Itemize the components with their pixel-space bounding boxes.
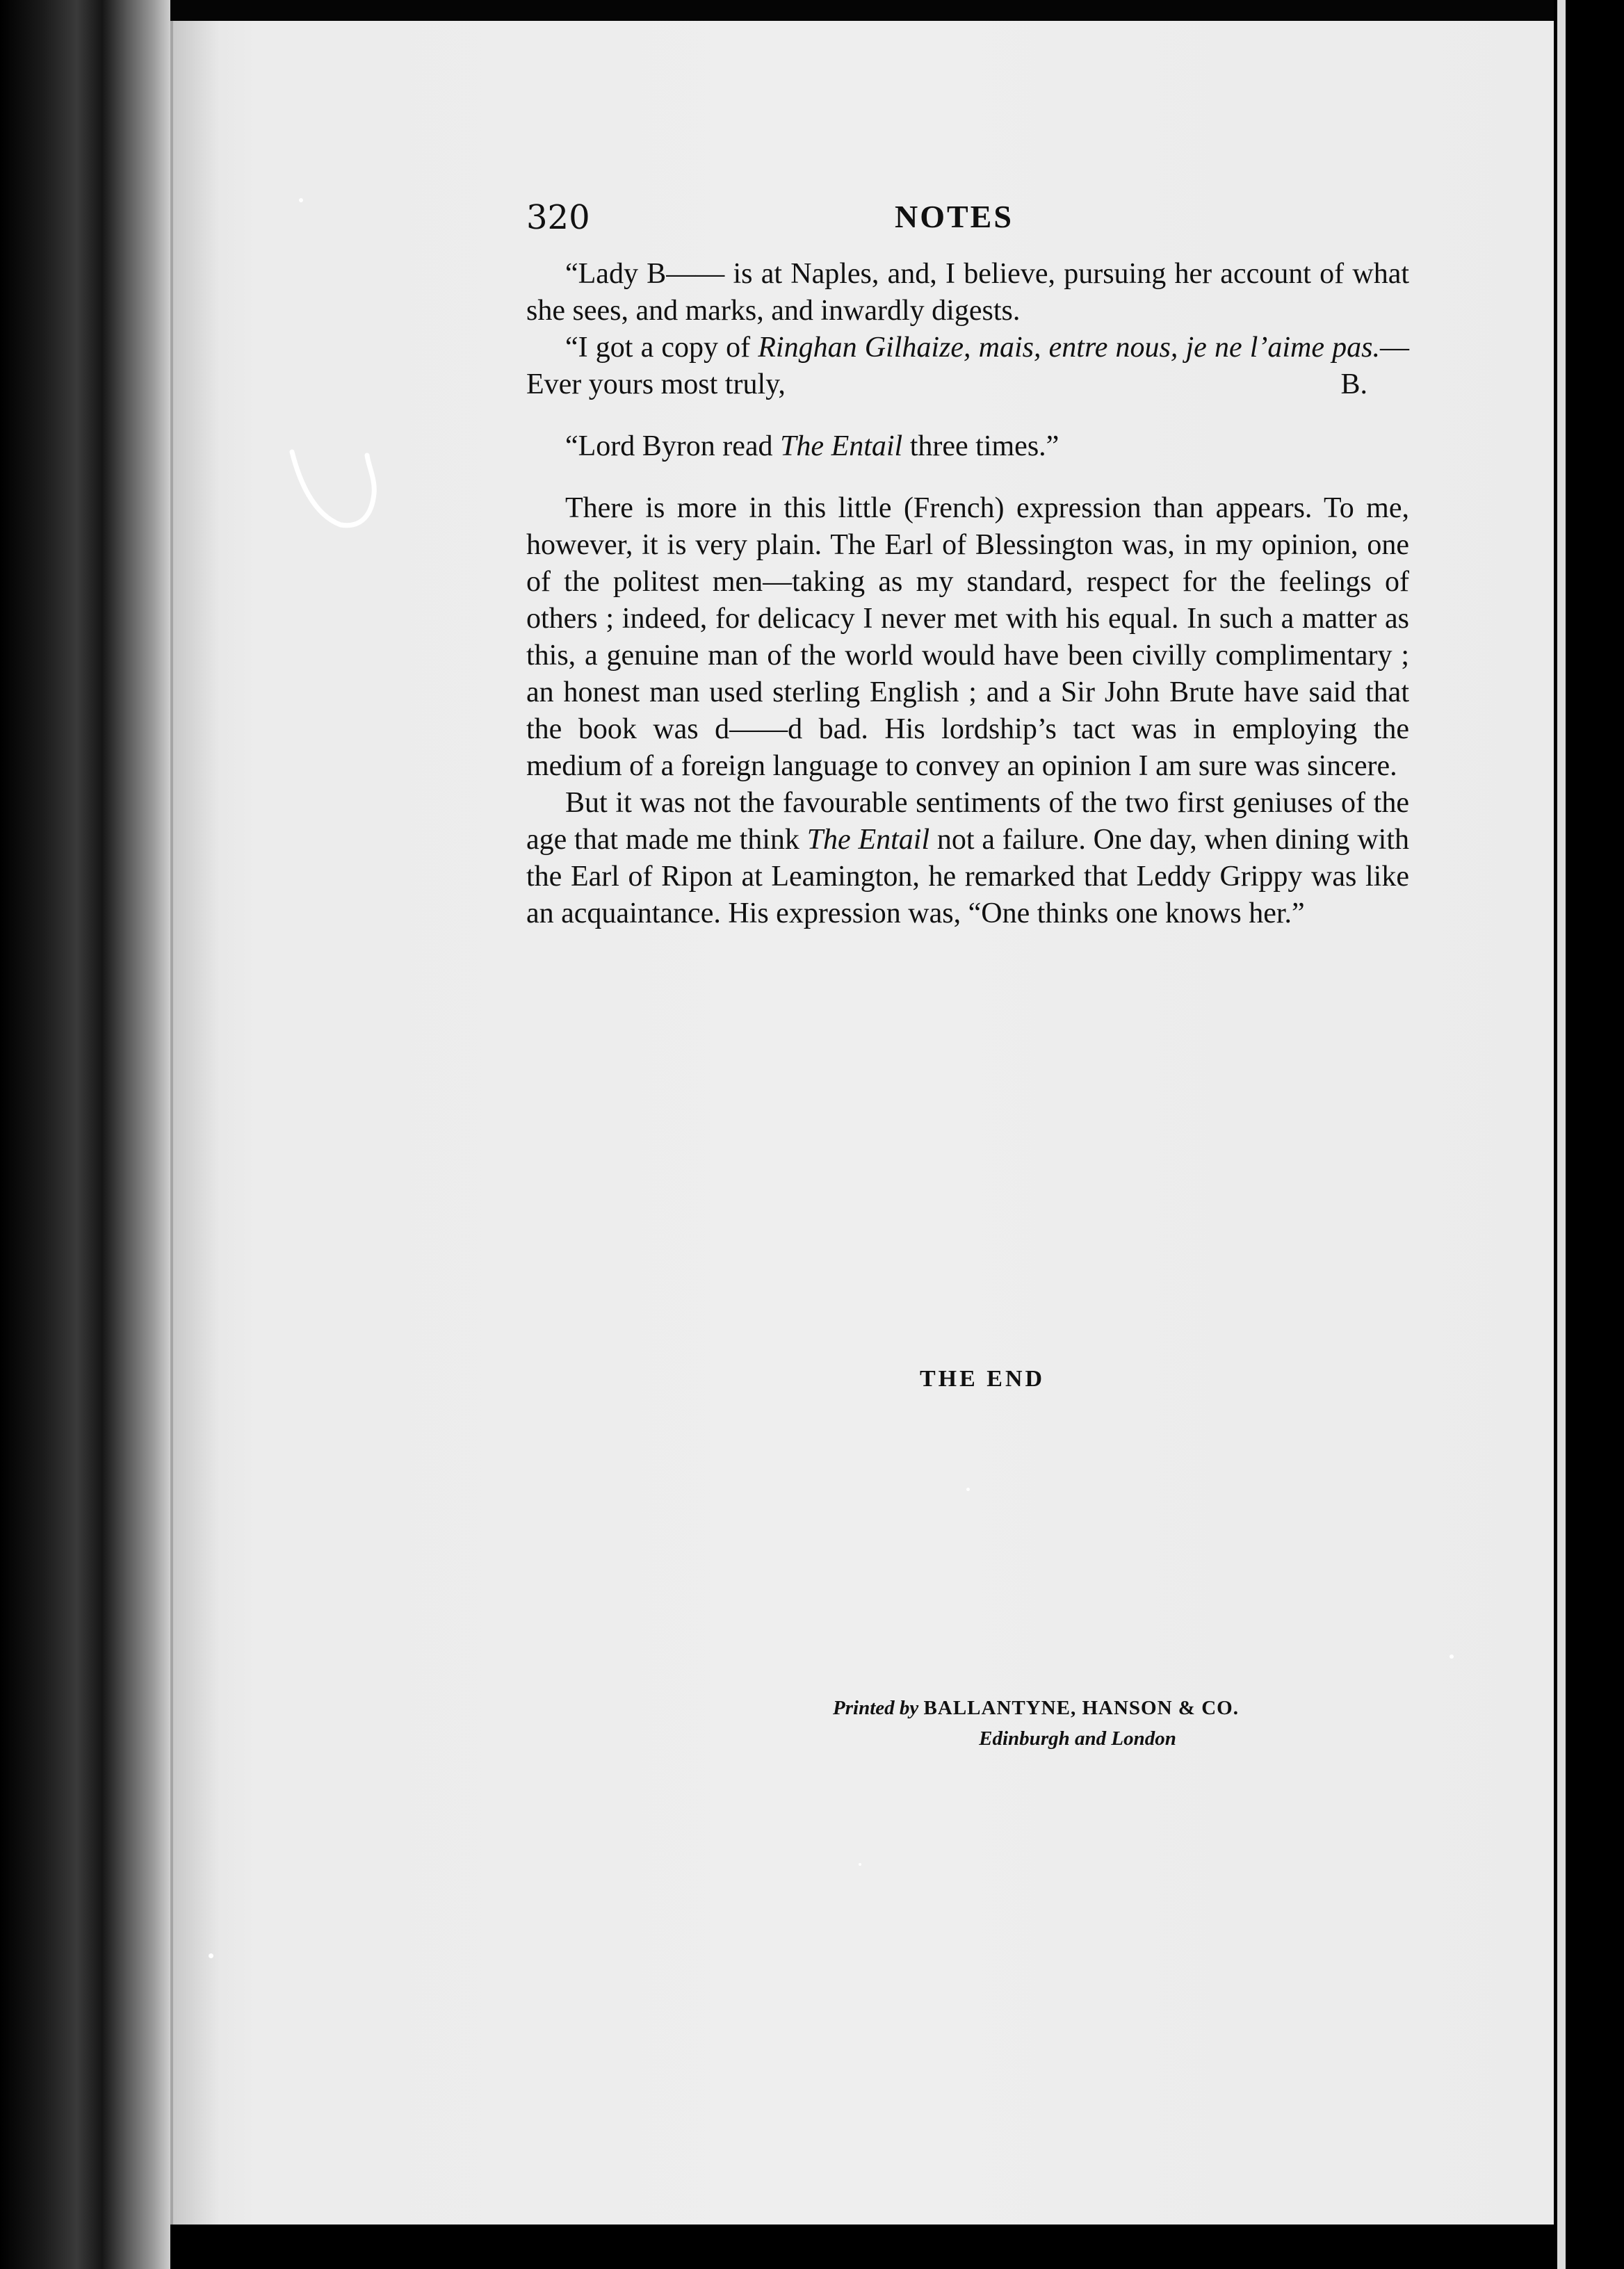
quote-signature: B.	[1340, 368, 1367, 400]
quote-byron-italic: The Entail	[780, 430, 903, 462]
colophon-location: Edinburgh and London	[979, 1727, 1176, 1750]
quote-lady-b	[526, 256, 1409, 330]
pen-mark	[285, 438, 389, 542]
spacer	[526, 403, 1409, 428]
dust-speck	[1450, 1654, 1454, 1659]
printer-colophon	[695, 1693, 1460, 1754]
body-text	[526, 256, 1409, 932]
quote-lady-b-start: “Lady B——	[565, 258, 725, 290]
the-end-heading: THE END	[920, 1366, 1046, 1392]
page-header	[526, 198, 1409, 247]
page-number: 320	[526, 198, 590, 237]
dust-speck	[299, 198, 303, 202]
book-spine-edge	[0, 0, 170, 2269]
spacer	[526, 465, 1409, 490]
quote-ringhan	[526, 330, 1409, 403]
colophon-line-2	[695, 1723, 1460, 1754]
dust-speck	[966, 1488, 970, 1491]
quote-ringhan-italic: Ringhan Gilhaize, mais, entre nous, je ne l’aime pas.	[758, 332, 1380, 364]
quote-byron	[526, 428, 1409, 465]
dust-speck	[209, 1953, 213, 1958]
paragraph-ripon-italic: The Entail	[806, 824, 930, 856]
paragraph-ripon	[526, 785, 1409, 932]
quote-ringhan-start: “I got a copy of	[565, 332, 758, 364]
quote-byron-start: “Lord Byron read	[565, 430, 781, 462]
bottom-scan-border	[170, 2225, 1554, 2269]
page-gutter-shadow	[170, 21, 219, 2225]
dust-speck	[859, 1863, 861, 1866]
quote-ringhan-closing: —Ever yours most truly,	[526, 332, 1409, 400]
quote-lady-b-rest: is at Naples, and, I believe, pursuing her account of what she sees, and marks, and inwardly digests.	[526, 258, 1410, 327]
paragraph-blessington: There is more in this little (French) expression than appears. To me, however, it is very plain. The Earl of Blessington was, in my opinion, one of the politest men—taking as my standard, respect for the feelings of others ; indeed, for delicacy I never met with his equal. In such a matter as this, a genuine man of the world would have been civilly complimentary ; an honest man used sterling English ; and a Sir John Brute have said that the book was d——d bad. His lordship’s tact was in employing the medium of a foreign language to convey an opinion I am sure was sincere.	[526, 492, 1409, 782]
colophon-printer: BALLANTYNE, HANSON & CO.	[923, 1697, 1239, 1719]
running-head: NOTES	[895, 199, 1014, 234]
paragraph-ripon-start: But it was not the favourable sentiments of the two first geniuses of the age that made me think	[526, 787, 1409, 856]
colophon-line-1	[612, 1693, 1460, 1723]
paragraph-ripon-end: not a failure. One day, when dining with the Earl of Ripon at Leamington, he remarked that Leddy Grippy was like an acquaintance. His expression was, “One thinks one knows her.”	[526, 824, 1409, 929]
facing-page-edge	[1557, 0, 1566, 2269]
colophon-printed-by: Printed by	[833, 1697, 919, 1719]
quote-byron-end: three times.”	[902, 430, 1059, 462]
